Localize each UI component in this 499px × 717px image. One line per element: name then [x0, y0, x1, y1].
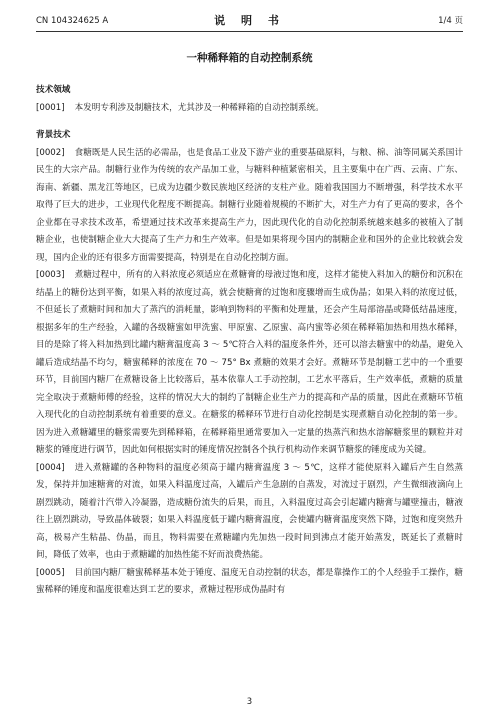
paragraph-text: 本发明专利涉及制糖技术，尤其涉及一种稀释箱的自动控制系统。	[74, 102, 324, 113]
paragraph	[36, 267, 463, 460]
paragraph-number: [0005]	[36, 567, 65, 578]
document-body	[36, 82, 463, 600]
paragraph	[36, 565, 463, 600]
page-number: 3	[246, 697, 253, 707]
paragraph-number: [0001]	[36, 102, 65, 113]
page-info: 1/4 页	[438, 16, 463, 26]
paragraph-text: 目前国内糖厂糖蜜稀释基本处于锤度、温度无自动控制的状态，都是靠操作工的个人经验手工操作，糖蜜稀释的锤度和温度很难达到工艺的要求，煮糖过程形成伪晶时有	[36, 567, 463, 595]
header-rule	[36, 31, 463, 32]
document-type: 说 明 书	[214, 14, 285, 27]
paragraph-number: [0002]	[36, 147, 65, 158]
paragraph-text: 进入煮糖罐的各种物料的温度必须高于罐内糖膏温度 3 ～ 5℃，这样才能使原料入罐后产生自然蒸发，保持并加速糖膏的对流，如果入料温度过高，入罐后产生急剧的自蒸发，对流过于剧烈，产生微细液滴向上剧烈跳动，随着汁汽带入冷凝器，造成糖份流失的后果，而且，入料温度过高会引起罐内糖膏与罐壁撞击，糖液往上剧烈跳动，导致晶体破裂；如果入料温度低于罐内糖膏温度，会使罐内糖膏温度突然下降，过饱和度突然升高，极易产生粘晶、伪晶，而且，物料需要在煮糖罐内先加热一段时间到沸点才能开始蒸发，既延长了煮糖时间，降低了效率，也由于煮糖罐的加热性能不好而浪费热能。	[36, 462, 463, 560]
paragraph	[36, 100, 463, 118]
paragraph-number: [0004]	[36, 462, 65, 473]
document-title: 一种稀释箱的自动控制系统	[186, 52, 313, 64]
patent-number: CN 104324625 A	[36, 16, 109, 26]
section-heading-background: 背景技术	[36, 130, 71, 140]
paragraph-number: [0003]	[36, 270, 65, 280]
paragraph	[36, 145, 463, 268]
paragraph-text: 食糖既是人民生活的必需品，也是食品工业及下游产业的重要基础原料，与粮、棉、油等同属关系国计民生的大宗产品。制糖行业作为传统的农产品加工业，与糖料种植紧密相关，且主要集中在广西、云南、广东、海南、新疆、黑龙江等地区，已成为边疆少数民族地区经济的支柱产业。随着我国国力不断增强，科学技术水平取得了巨大的进步，工业现代化程度不断提高。制糖行业随着规模的不断扩大，对生产力有了更高的要求，各个企业都在寻求技术改革，希望通过技术改革来提高生产力，因此现代化的自动化控制系统越来越多的被植入了制糖企业，也使制糖企业大大提高了生产力和生产效率。但是如果将现今国内的制糖企业和国外的企业比较就会发现，国内企业的还有很多方面需要提高，特别是在自动化控制方面。	[36, 147, 463, 263]
section-heading-technical-field: 技术领域	[36, 85, 71, 95]
page-header	[36, 13, 463, 29]
paragraph	[36, 460, 463, 565]
paragraph-text: 煮糖过程中，所有的入料浓度必须适应在煮糖膏的母液过饱和度，这样才能使入料加入的糖份和沉积在结晶上的糖份达到平衡，如果入料的浓度过高，就会使糖膏的过饱和度骤增而生成伪晶；如果入料的浓度过低，不但延长了煮糖时间和加大了蒸汽的消耗量，影响到物料的平衡和处理量，还会产生局部溶晶或降低结晶速度，根据多年的生产经验，入罐的各级糖蜜如甲洗蜜、甲原蜜、乙原蜜、高内蜜等必须在稀释箱加热和用热水稀释，目的是除了将入料加热到比罐内糖膏温度高 3 ～ 5℃符合入料的温度条件外，还可以溶去糖蜜中的幼晶，避免入罐后造成结晶不均匀，糖蜜稀释的浓度在 70 ～ 75° Bx 煮糖的效果才会好。煮糖环节是制糖工艺中的一个重要环节，目前国内糖厂在煮糖设备上比较落后，基本依靠人工手动控制，工艺水平落后，生产效率低，煮糖的质量完全取决于煮糖师傅的经验，这样的情况大大的制约了制糖企业生产力的提高和产品的质量，因此在煮糖环节植入现代化的自动控制系统有着重要的意义。在糖浆的稀释环节进行自动化控制是实现煮糖自动化控制的第一步。因为进入煮糖罐里的糖浆需要先到稀释箱，在稀释箱里通常要加入一定量的热蒸汽和热水溶解糖浆里的颗粒并对糖浆的锤度进行调节，因此如何根据实时的锤度情况控制各个执行机构动作来调节糖浆的锤度成为关键。	[36, 270, 463, 455]
